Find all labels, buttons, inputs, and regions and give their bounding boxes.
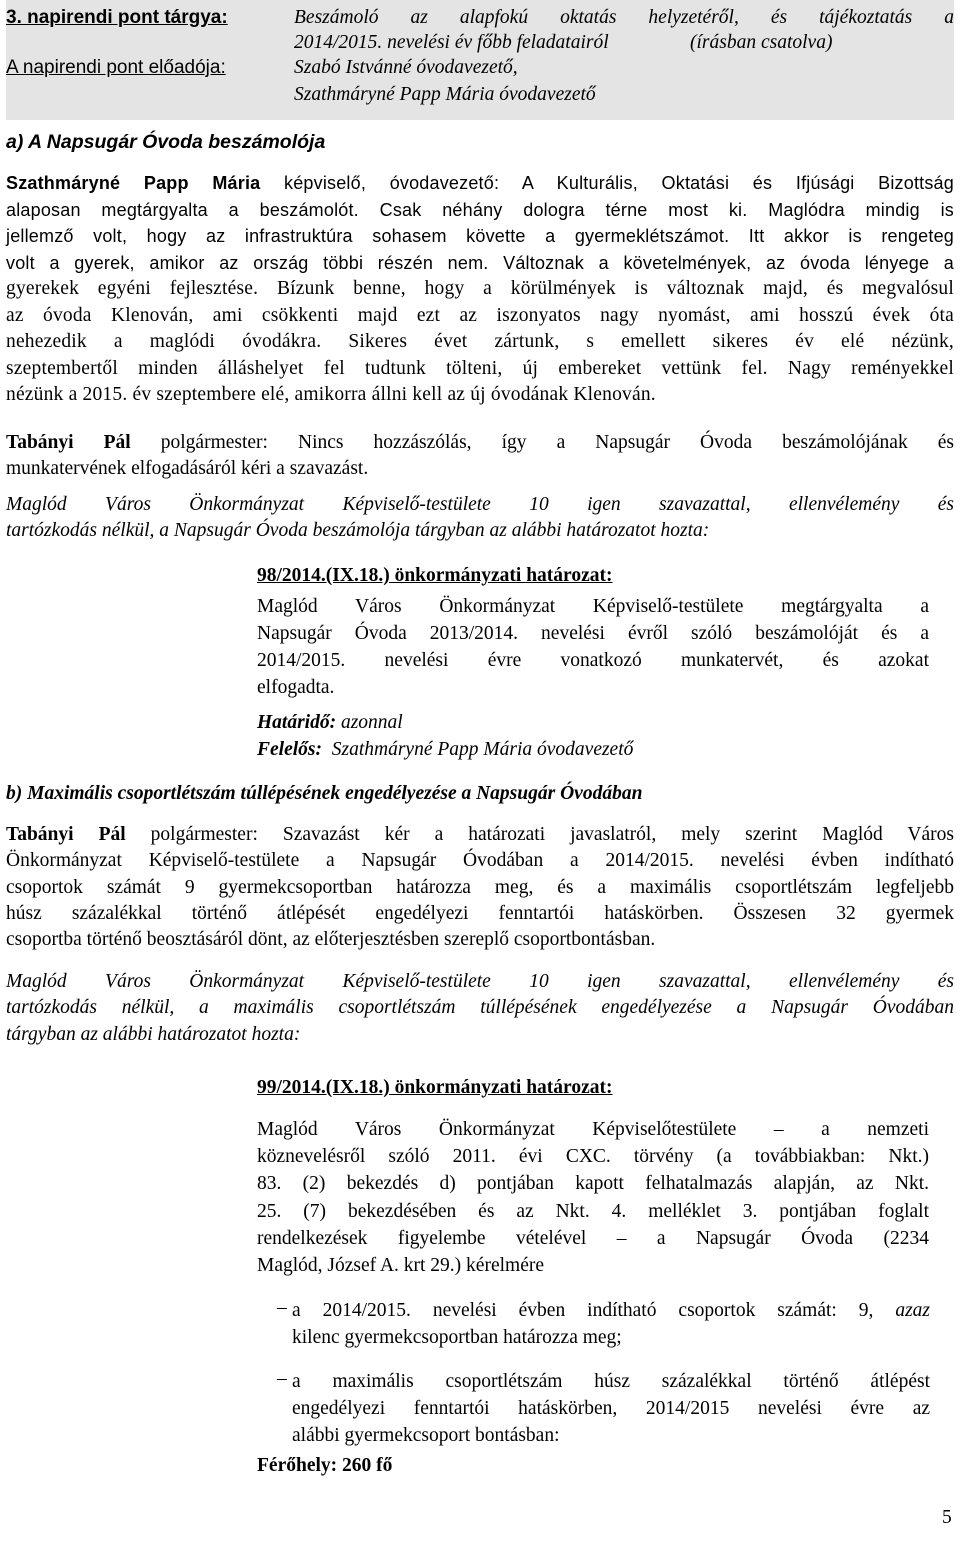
deadline-label: Határidő:: [257, 712, 337, 733]
bullet-dash-1: –: [277, 1297, 287, 1318]
agenda-header: [6, 0, 954, 120]
agenda-subject-line2: 2014/2015. nevelési év főbb feladatairól (írásban csatolva): [294, 32, 833, 53]
section-b-title: b) Maximális csoportlétszám túllépésének engedélyezése a Napsugár Óvodában: [6, 783, 643, 804]
bullet-2: a maximális csoportlétszám húsz százalékkal történő átlépést engedélyezi fenntartói hatáskörben, 2014/2015 nevelési évre az alábbi gyermekcsoport bontásban:: [292, 1371, 930, 1446]
section-a-mayor: Tabányi Pál polgármester: Nincs hozzászólás, így a Napsugár Óvoda beszámolójának és munkatervének elfogadásáról kéri a szavazást.: [6, 432, 954, 480]
agenda-label: 3. napirendi pont tárgya:: [6, 7, 228, 28]
presenter-label: A napirendi pont előadója:: [6, 57, 226, 78]
deadline-value: azonnal: [340, 712, 403, 733]
section-a-report: Szathmáryné Papp Mária képviselő, óvodavezető: A Kulturális, Oktatási és Ifjúsági Bizottság alaposan megtárgyalta a beszámolót. Csak néhány dologra térne most ki. Maglódra mindig is jellemző volt, hogy az infrastruktúra sohasem követte a gyermeklétszámot. Itt akkor is rengeteg volt a gyerek, amikor az ország többi részén nem. Változnak a követelmények, az óvoda lényege a gyerekek egyéni fejlesztése. Bízunk benne, hogy a körülmények is változnak majd, és megvalósul az óvoda Klenován, ami csökkenti majd ezt az iszonyatos nagy nyomást, ami hosszú évek óta nehezedik a maglódi óvodákra. Sikeres évet zártunk, s emellett sikeres év elé nézünk, szeptembertől minden álláshelyet fel tudtunk tölteni, új embereket vettünk fel. Nagy reményekkel nézünk a 2015. év szeptembere elé, amikorra állni kell az új óvodának Klenován.: [6, 173, 954, 405]
agenda-subject-line1: Beszámoló az alapfokú oktatás helyzetéről, és tájékoztatás a: [294, 7, 954, 28]
mayor-name: Tabányi Pál: [6, 432, 131, 453]
capacity-label: Férőhely: 260 fő: [257, 1455, 393, 1476]
presenter-1: Szabó Istvánné óvodavezető,: [294, 57, 518, 78]
presenter-2: Szathmáryné Papp Mária óvodavezető: [294, 84, 596, 105]
section-b-mayor: Tabányi Pál polgármester: Szavazást kér a határozati javaslatról, mely szerint Maglód Város Önkormányzat Képviselő-testülete a Napsugár Óvodában a 2014/2015. nevelési évben indítható csoportok számát 9 gyermekcsoportban határozza meg, és a maximális csoportlétszám legfeljebb húsz százalékkal történő átlépését engedélyezi fenntartói hatáskörben. Összesen 32 gyermek csoportba történő beosztásáról dönt, az előterjesztésben szereplő csoportbontásban.: [6, 824, 955, 951]
section-b-vote: Maglód Város Önkormányzat Képviselő-testülete 10 igen szavazattal, ellenvélemény és tartózkodás nélkül, a maximális csoportlétszám túllépésének engedélyezése a Napsugár Óvodában tárgyban az alábbi határozatot hozta:: [6, 971, 954, 1045]
responsible-label: Felelős:: [257, 739, 322, 760]
resolution-98-body: Maglód Város Önkormányzat Képviselő-testülete megtárgyalta a Napsugár Óvoda 2013/2014. nevelési évről szóló beszámolóját és a 2014/2015. nevelési évre vonatkozó munkatervét, és azokat elfogadta.: [257, 596, 929, 698]
section-a-title: a) A Napsugár Óvoda beszámolója: [6, 131, 326, 153]
bullet-1: a 2014/2015. nevelési évben indítható csoportok számát: 9, azaz kilenc gyermekcsoportban határozza meg;: [292, 1300, 930, 1348]
resolution-99-title: 99/2014.(IX.18.) önkormányzati határozat:: [257, 1077, 613, 1098]
page-number: 5: [942, 1507, 952, 1528]
resolution-98-title: 98/2014.(IX.18.) önkormányzati határozat:: [257, 565, 613, 586]
section-a-vote: Maglód Város Önkormányzat Képviselő-testülete 10 igen szavazattal, ellenvélemény és tartózkodás nélkül, a Napsugár Óvoda beszámolója tárgyban az alábbi határozatot hozta:: [6, 494, 954, 542]
speaker-name: Szathmáryné Papp Mária: [6, 173, 261, 193]
bullet-dash-2: –: [277, 1368, 287, 1389]
responsible-value: Szathmáryné Papp Mária óvodavezető: [331, 739, 634, 760]
resolution-99-body: Maglód Város Önkormányzat Képviselőtestülete – a nemzeti köznevelésről szóló 2011. évi CXC. törvény (a továbbiakban: Nkt.) 83. (2) bekezdés d) pontjában kapott felhatalmazás alapján, az Nkt. 25. (7) bekezdésében és az Nkt. 4. melléklet 3. pontjában foglalt rendelkezések figyelembe vételével – a Napsugár Óvoda (2234 Maglód, József A. krt 29.) kérelmére: [257, 1119, 929, 1277]
resolution-98-responsible: [257, 736, 929, 763]
mayor-name: Tabányi Pál: [6, 824, 126, 845]
resolution-98-deadline: [257, 709, 929, 736]
